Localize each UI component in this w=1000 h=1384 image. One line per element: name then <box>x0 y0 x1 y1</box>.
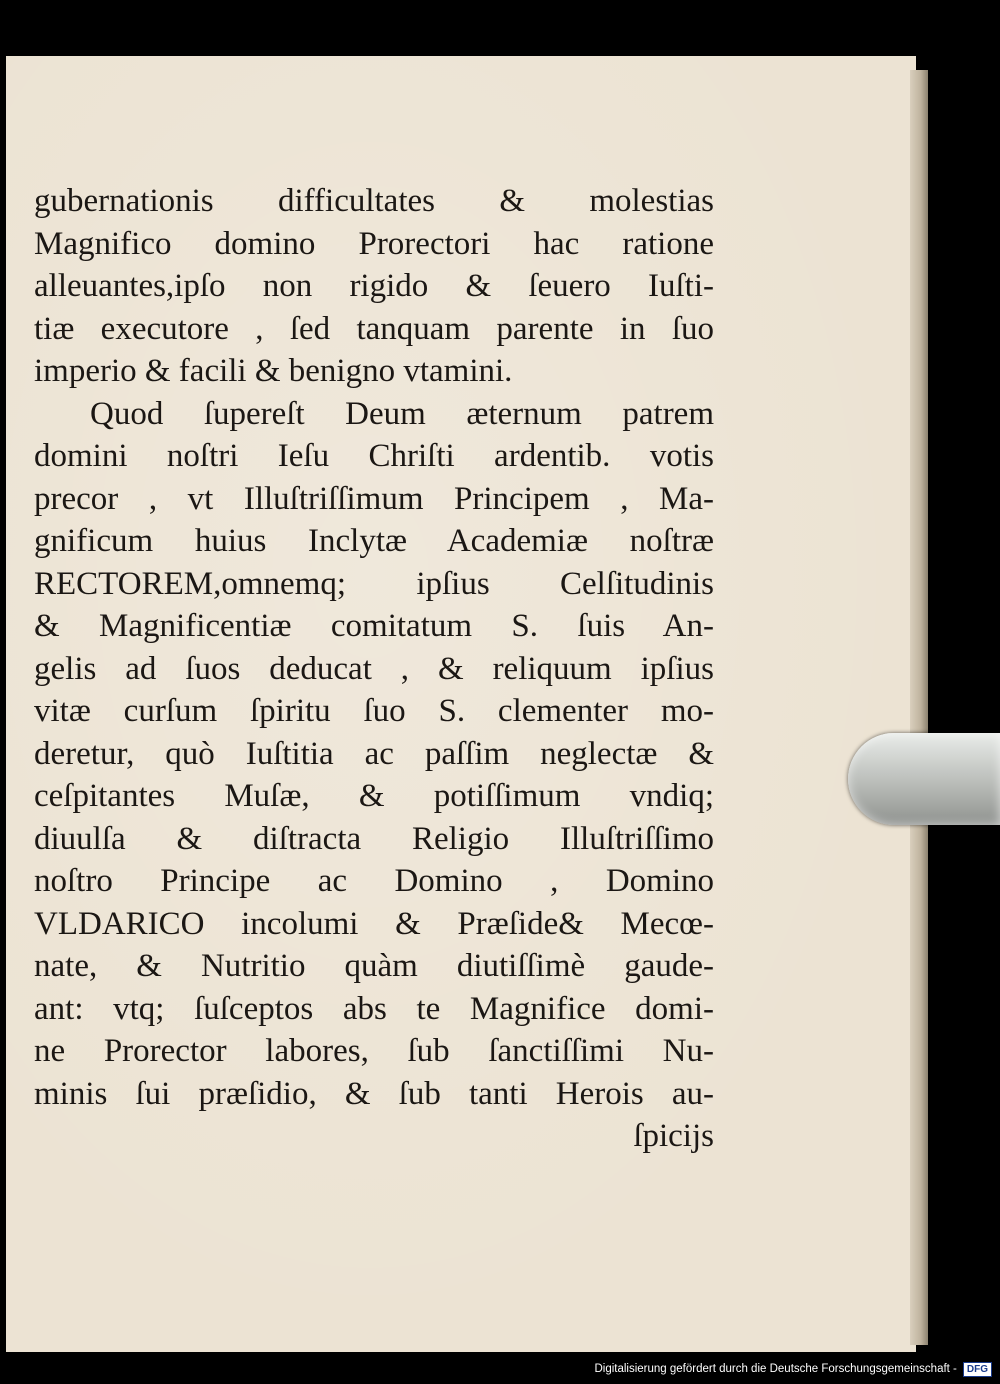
text-line-1: gubernationis difficultates & molestias <box>34 183 714 219</box>
text-line-5: imperio & facili & benigno vtamini. <box>34 353 513 389</box>
page-clip <box>848 733 1000 825</box>
text-line-2: Magnifico domino Prorectori hac ratione <box>34 225 714 262</box>
text-line-14: deretur, quò Iuſtitia ac paſſim neglectæ & <box>34 735 714 772</box>
book-page <box>6 56 916 1352</box>
text-line-19: nate, & Nutritio quàm diutiſſimè gaude- <box>34 948 714 984</box>
text-line-17: noſtro Principe ac Domino , Domino <box>34 863 714 899</box>
text-line-15: ceſpitantes Muſæ, & potiſſimum vndiq; <box>34 778 714 814</box>
text-line-11: & Magnificentiæ comitatum S. ſuis An- <box>34 608 714 644</box>
text-line-4: tiæ executore , ſed tanquam parente in ſuo <box>34 310 714 347</box>
text-line-7: domini noſtri Ieſu Chriſti ardentib. votis <box>34 438 714 474</box>
footer-text: Digitalisierung gefördert durch die Deutsche Forschungsgemeinschaft - <box>594 1363 957 1375</box>
text-line-22: minis ſui præſidio, & ſub tanti Herois au- <box>34 1075 714 1112</box>
page-edge <box>910 70 928 1345</box>
text-line-8: precor , vt Illuſtriſſimum Principem , Ma- <box>34 480 714 517</box>
text-line-10: RECTOREM,omnemq; ipſius Celſitudinis <box>34 565 714 602</box>
text-line-18: VLDARICO incolumi & Præſide& Mecœ- <box>34 905 714 942</box>
text-line-21: ne Prorector labores, ſub ſanctiſſimi Nu- <box>34 1033 714 1069</box>
dfg-logo: DFG <box>963 1362 992 1377</box>
text-line-6: Quod ſupereſt Deum æternum patrem <box>90 395 714 432</box>
text-line-16: diuulſa & diſtracta Religio Illuſtriſſimo <box>34 820 714 857</box>
text-line-13: vitæ curſum ſpiritu ſuo S. clementer mo- <box>34 693 714 729</box>
text-line-9: gnificum huius Inclytæ Academiæ noſtræ <box>34 523 714 559</box>
text-line-20: ant: vtq; ſuſceptos abs te Magnifice domi- <box>34 990 714 1027</box>
digitization-footer <box>594 1360 992 1378</box>
catchword: ſpicijs <box>633 1118 714 1154</box>
page-text <box>34 180 714 1158</box>
text-line-12: gelis ad ſuos deducat , & reliquum ipſius <box>34 650 714 687</box>
text-line-3: alleuantes,ipſo non rigido & ſeuero Iuſti- <box>34 268 714 304</box>
